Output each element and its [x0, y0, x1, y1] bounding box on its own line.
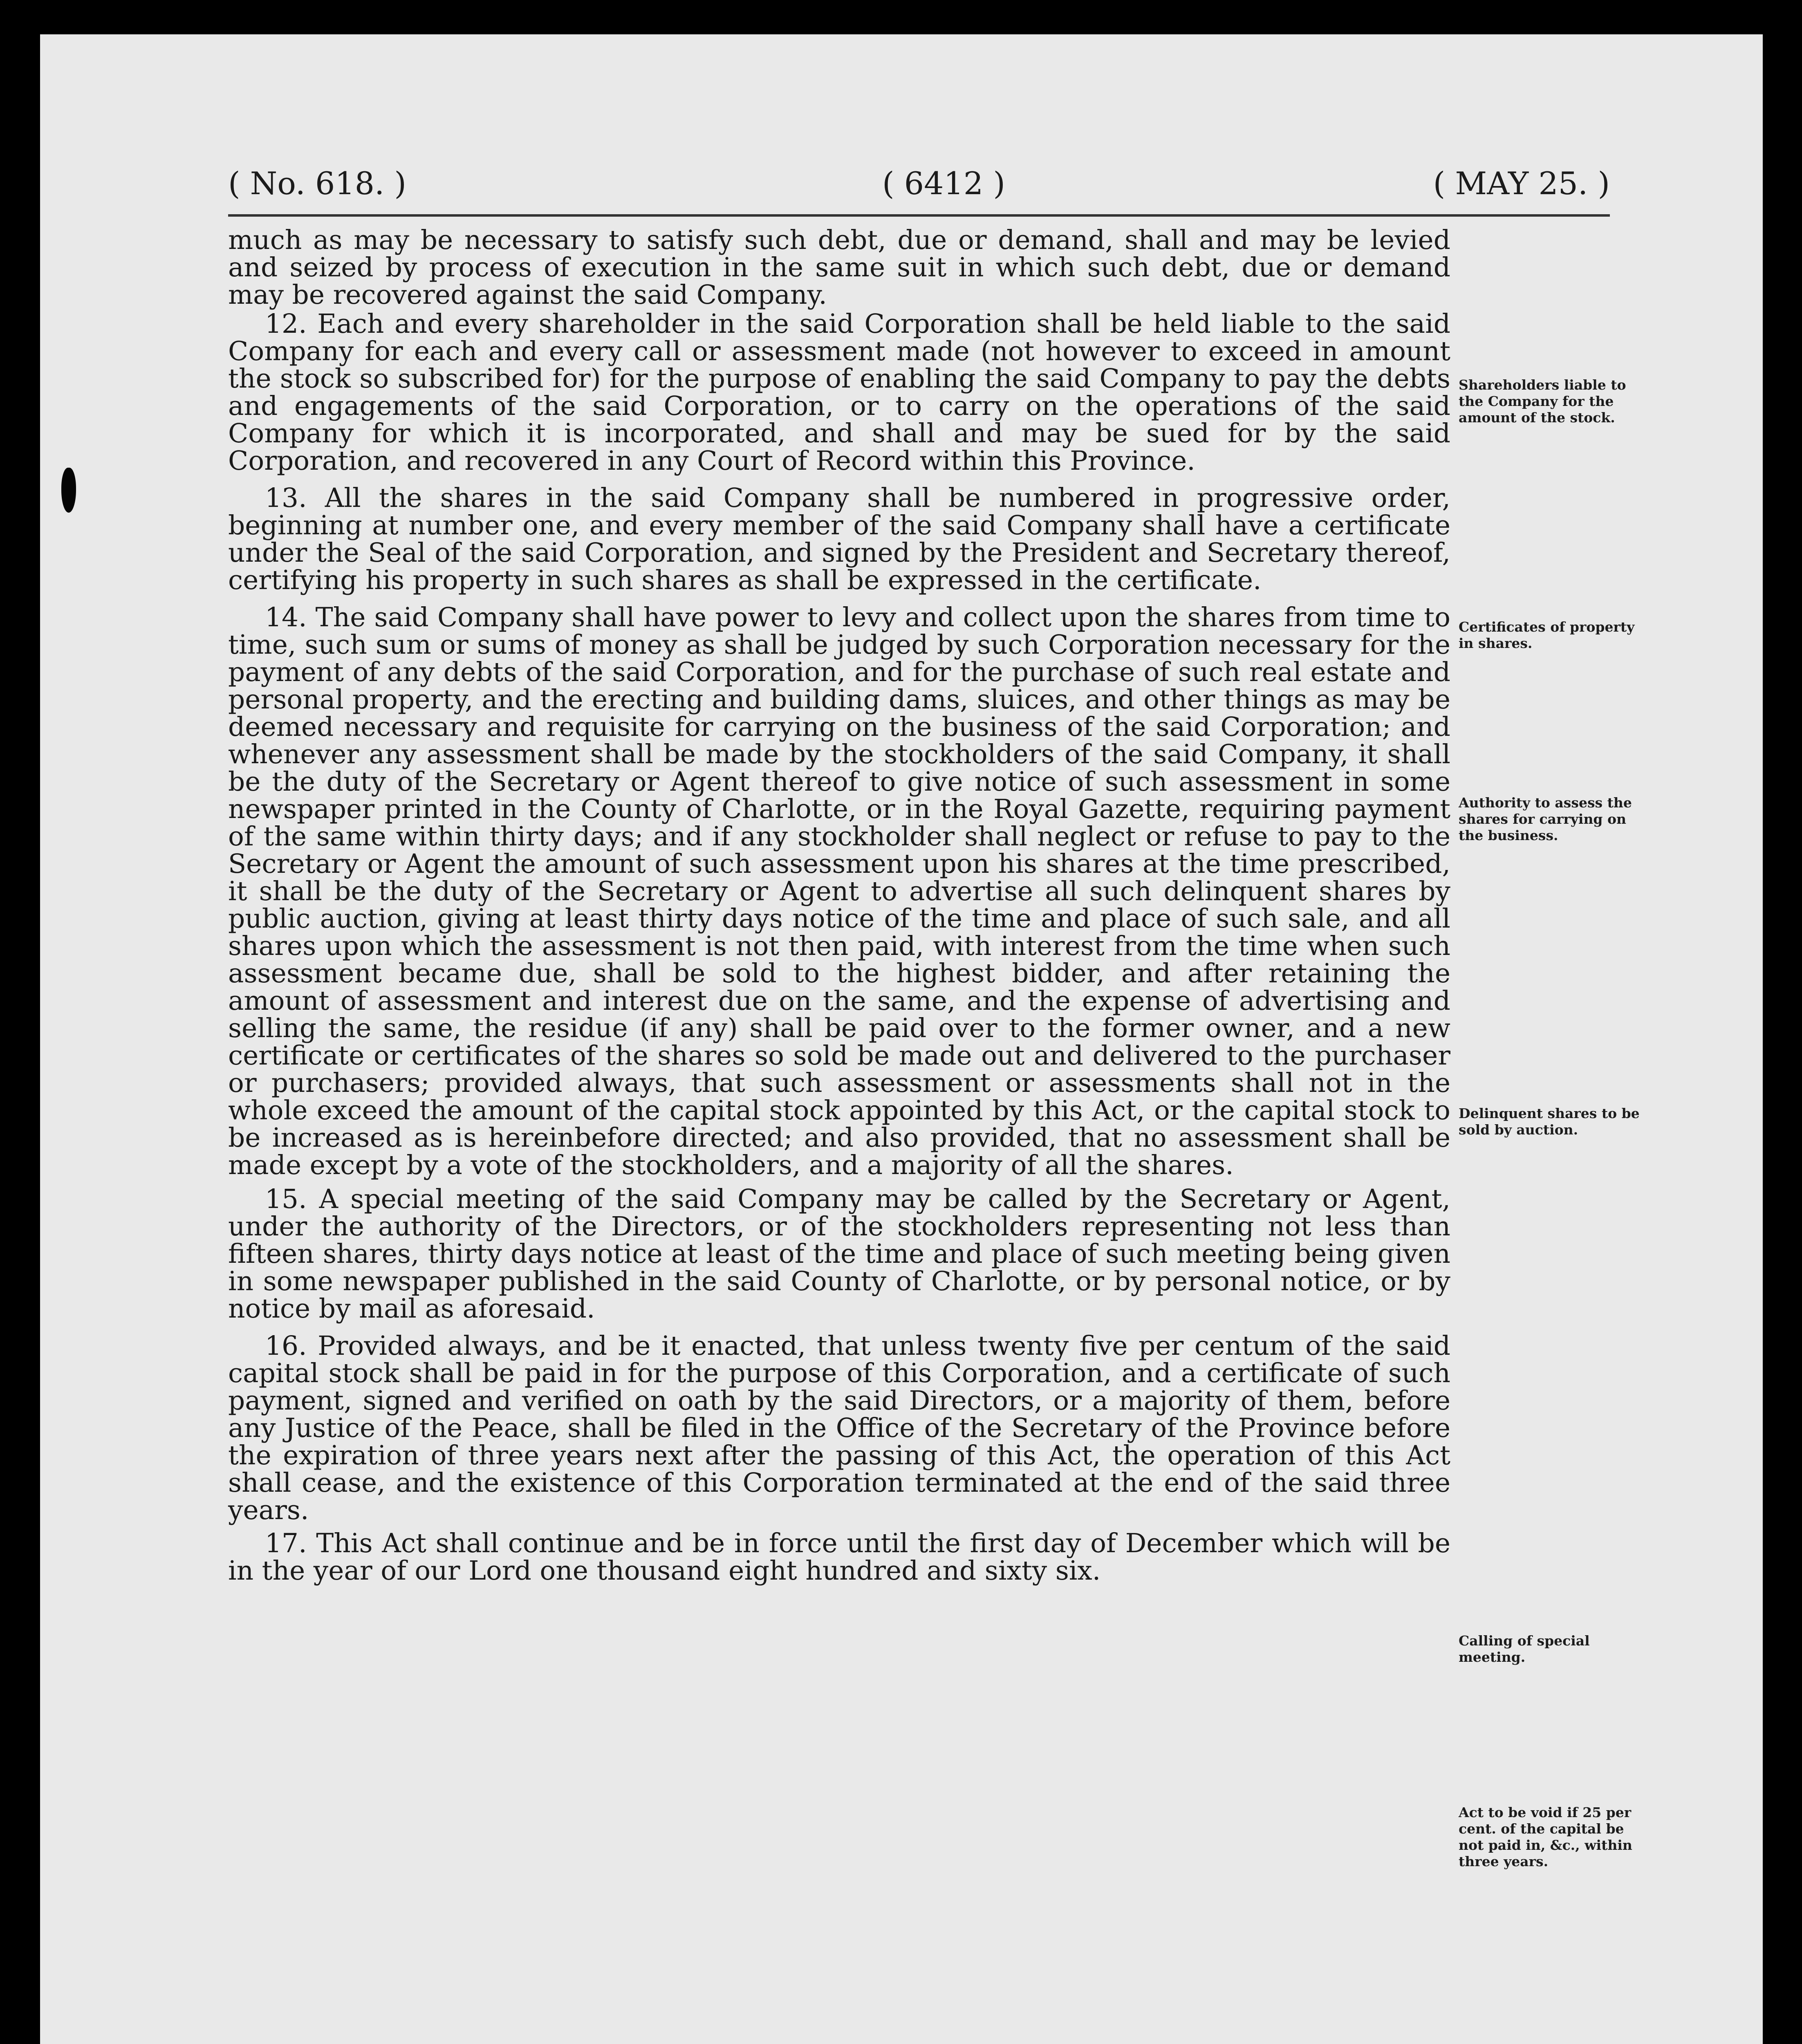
margin-note-special-meeting: Calling of special meeting.	[1459, 1633, 1590, 1665]
section-11-continuation: much as may be necessary to satisfy such debt, due or demand, shall and may be levied and seized by process of execution in the same suit in which such debt, due or demand may be recovered against the said Company.	[228, 225, 1450, 310]
margin-note-delinquent-shares: Delinquent shares to be sold by auction.	[1459, 1105, 1640, 1138]
section-13: 13. All the shares in the said Company shall be numbered in progressive order, beginning at number one, and every member of the said Company shall have a certificate under the Seal of the said Corporation, and signed by the President and Secretary thereof, certifying his property in such shares as shall be expressed in the certificate.	[228, 483, 1450, 596]
section-14: 14. The said Company shall have power to levy and collect upon the shares from time to time, such sum or sums of money as shall be judged by such Corporation necessary for the payment of any debts of the said Corporation, and for the purchase of such real estate and personal property, and the erecting and building dams, sluices, and other things as may be deemed necessary and requisite for carrying on the business of the said Corporation; and whenever any assessment shall be made by the stockholders of the said Company, it shall be the duty of the Secretary or Agent thereof to give notice of such assessment in some newspaper printed in the County of Charlotte, or in the Royal Gazette, requiring payment of the same within thirty days; and if any stockholder shall neglect or refuse to pay to the Secretary or Agent the amount of such assessment upon his shares at the time prescribed, it shall be the duty of the Secretary or Agent to advertise all such delinquent shares by public auction, giving at least thirty days notice of the time and place of such sale, and all shares upon which the assessment is not then paid, with interest from the time when such assessment became due, shall be sold to the highest bidder, and after retaining the amount of assessment and interest due on the same, and the expense of advertising and selling the same, the residue (if any) shall be paid over to the former owner, and a new certificate or certificates of the shares so sold be made out and delivered to the purchaser or purchasers; provided always, that such assessment or assessments shall not in the whole exceed the amount of the capital stock appointed by this Act, or the capital stock to be increased as is hereinbefore directed; and also provided, that no assessment shall be made except by a vote of the stockholders, and a majority of all the shares.	[228, 602, 1450, 1181]
page-date: ( MAY 25. )	[1433, 165, 1610, 202]
binding-mark-upper	[61, 468, 76, 513]
header-rule	[228, 214, 1610, 217]
page-header	[228, 165, 1610, 210]
page-number: ( 6412 )	[882, 165, 1006, 202]
margin-note-shareholders-liable: Shareholders liable to the Company for the amount of the stock.	[1459, 377, 1626, 426]
act-number: ( No. 618. )	[228, 165, 407, 202]
margin-note-authority-to-assess: Authority to assess the shares for carrying on the business.	[1459, 795, 1632, 843]
body-text	[228, 226, 1450, 1585]
section-15: 15. A special meeting of the said Company may be called by the Secretary or Agent, under the authority of the Directors, or of the stockholders representing not less than fifteen shares, thirty days notice at least of the time and place of such meeting being given in some newspaper published in the said County of Charlotte, or by personal notice, or by notice by mail as aforesaid.	[228, 1184, 1450, 1324]
section-12: 12. Each and every shareholder in the said Corporation shall be held liable to the said Company for each and every call or assessment made (not however to exceed in amount the stock so subscribed for) for the purpose of enabling the said Company to pay the debts and engagements of the said Corporation, or to carry on the operations of the said Company for which it is incorporated, and shall and may be sued for by the said Corporation, and recovered in any Court of Record within this Province.	[228, 309, 1450, 476]
document-page	[40, 34, 1763, 2044]
section-17: 17. This Act shall continue and be in force until the first day of December which will be in the year of our Lord one thousand eight hundred and sixty six.	[228, 1528, 1450, 1586]
section-16: 16. Provided always, and be it enacted, that unless twenty five per centum of the said capital stock shall be paid in for the purpose of this Corporation, and a certificate of such payment, signed and verified on oath by the said Directors, or a majority of them, before any Justice of the Peace, shall be filed in the Office of the Secretary of the Province before the expiration of three years next after the passing of this Act, the operation of this Act shall cease, and the existence of this Corporation terminated at the end of the said three years.	[228, 1331, 1450, 1526]
margin-note-act-void: Act to be void if 25 per cent. of the capital be not paid in, &c., within three years.	[1459, 1804, 1632, 1869]
margin-note-certificates: Certificates of property in shares.	[1459, 619, 1635, 651]
